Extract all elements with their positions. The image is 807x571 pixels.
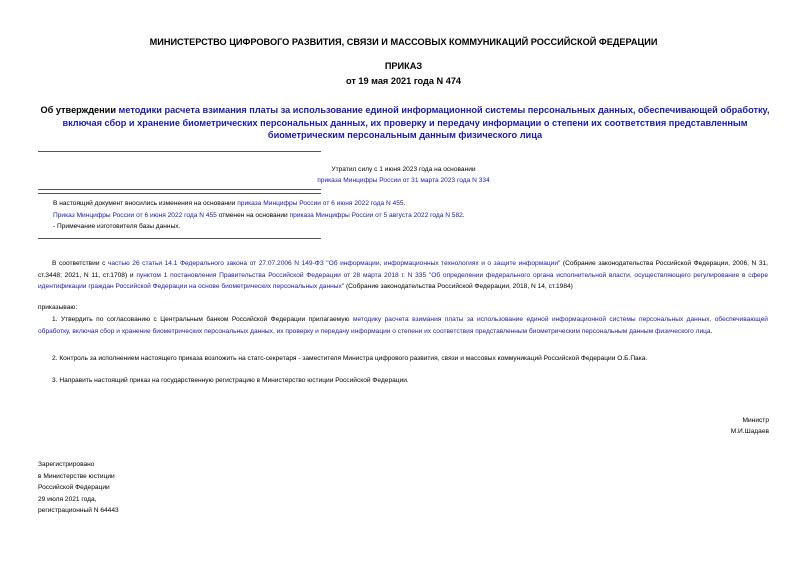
order-455-cancelled-link[interactable]: Приказ Минцифры России от 6 июня 2022 года N 455	[53, 212, 217, 219]
order-item-3: 3. Направить настоящий приказ на государственную регистрацию в Министерство юстиции Российской Федерации.	[52, 377, 409, 384]
divider-lost-force-2	[38, 193, 321, 194]
order-item-1	[38, 314, 768, 337]
preamble-text-2: (Собрание законодательства Российской Федерации, 2006, N 31, ст.3448; 2021, N 11, ст.1708) и	[38, 260, 769, 279]
registration-line-2: в Министерстве юстиции	[38, 472, 115, 480]
changes-note-line2	[53, 210, 753, 222]
preamble-text-3: (Собрание законодательства Российской Федерации, 2018, N 14, ст.1984)	[344, 283, 573, 291]
registration-line-3: Российской Федерации	[38, 484, 110, 492]
registration-line-1: Зарегистрировано	[38, 461, 95, 468]
law-149fz-link[interactable]: частью 26 статьи 14.1 Федерального закона от 27.07.2006 N 149-ФЗ "Об информации, информационных технологиях и о защите информации"	[107, 260, 561, 267]
item1-methodology-link[interactable]: методику расчета взимания платы за использование единой информационной системы персональных данных, обеспечивающей обработку, включая сбор и хранение биометрических персональных данных, их проверку и передачу информации о степени их соответствия представленным биометрическим персональным данным физического лица	[38, 316, 768, 335]
signature-position: Министр	[742, 417, 769, 424]
order-item-2: 2. Контроль за исполнением настоящего приказа возложить на статс-секретаря - заместителя Министра цифрового развития, связи и массовых коммуникаций Российской Федерации О.Б.Пака.	[52, 355, 648, 362]
ministry-heading: МИНИСТЕРСТВО ЦИФРОВОГО РАЗВИТИЯ, СВЯЗИ И МАССОВЫХ КОММУНИКАЦИЙ РОССИЙСКОЙ ФЕДЕРАЦИИ	[149, 37, 658, 47]
item1-text: 1. Утвердить по согласованию с Центральным банком Российской Федерации прилагаемую	[52, 316, 353, 323]
changes-note-line3: - Примечание изготовителя базы данных.	[53, 223, 181, 230]
preamble-text-1: В соответствии с	[52, 260, 108, 267]
document-type: ПРИКАЗ	[384, 61, 423, 71]
resolution-335-link[interactable]: пунктом 1 постановления Правительства Российской Федерации от 28 марта 2018 г. N 335 "Об определении федерального органа исполнительной власти, осуществляющего регулирование в сфере идентификации граждан Российской Федерации на основе биометрических персональных данных"	[38, 271, 768, 291]
lost-force-order-link-wrap	[0, 175, 807, 187]
changes-order-455-link[interactable]: приказа Минцифры России от 6 июня 2022 года N 455	[237, 200, 404, 207]
registration-block	[38, 459, 119, 517]
order-582-link[interactable]: приказа Минцифры России от 5 августа 2022 года N 582	[289, 212, 463, 219]
registration-line-5: регистрационный N 64443	[38, 507, 119, 515]
changes-note-prefix: В настоящий документ вносились изменения на основании	[53, 200, 238, 207]
changes-note-dot: .	[403, 200, 406, 207]
lost-force-order-link[interactable]: приказа Минцифры России от 31 марта 2023 года N 334	[317, 177, 490, 184]
divider-changes	[38, 238, 321, 239]
lost-force-line: Утратил силу с 1 июня 2023 года на основании	[331, 166, 476, 173]
item1-dot: .	[710, 327, 713, 335]
document-date-number: от 19 мая 2021 года N 474	[345, 76, 462, 86]
changes-note-dot2: .	[462, 212, 465, 219]
divider-lost-force-1	[38, 189, 321, 190]
registration-line-4: 29 июля 2021 года,	[38, 495, 97, 503]
changes-note-middle: отменен на основании	[216, 212, 290, 219]
order-word: приказываю:	[38, 304, 78, 311]
divider-top	[38, 151, 321, 152]
preamble-paragraph	[38, 258, 768, 293]
changes-note-line1	[53, 198, 753, 210]
document-title	[40, 104, 770, 142]
signature-name: М.И.Шадаев	[730, 428, 769, 435]
title-prefix: Об утверждении	[40, 105, 119, 115]
title-methodology-link[interactable]: методики расчета взимания платы за использование единой информационной системы персональных данных, обеспечивающей обработку, включая сбор и хранение биометрических персональных данных, их проверку и передачу информации о степени их соответствия представленным биометрическим персональным данным физического лица	[62, 105, 770, 140]
